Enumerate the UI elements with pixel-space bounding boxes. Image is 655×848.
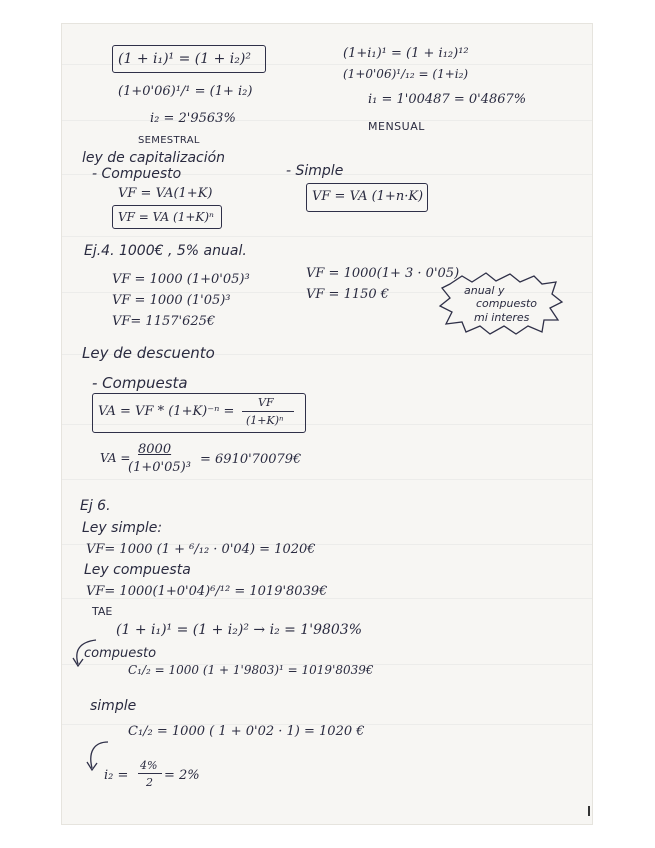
calc-left: VA = [100,451,131,465]
simple-label: - Simple [286,163,344,179]
compuesta-label: - Compuesta [92,374,188,392]
semestral-step-1: (1+0'06)¹/¹ = (1+ i₂) [118,84,253,99]
ej4-compuesto-result: VF= 1157'625€ [112,314,216,329]
simple-sub-label: simple [90,698,137,714]
ej4-compuesto-1: VF = 1000 (1+0'05)³ [112,272,250,287]
note-cloud [436,270,564,338]
ej4-simple-1: VF = 1000(1+ 3 · 0'05) [306,266,460,281]
equivalence-equation: (1 + i₁)¹ = (1 + i₂)² [118,51,251,67]
mensual-step-1: (1+0'06)¹/₁₂ = (1+i₂) [343,67,469,81]
descuento-title: Ley de descuento [82,344,215,362]
ej4-compuesto-2: VF = 1000 (1'05)³ [112,293,231,308]
mensual-equation: (1+i₁)¹ = (1 + i₁₂)¹² [343,46,469,61]
calc-num: 8000 [138,442,172,457]
mensual-result: i₁ = 1'00487 = 0'4867% [368,92,527,107]
compuesto-formula-2: VF = VA (1+K)ⁿ [118,210,214,224]
ley-compuesta-label: Ley compuesta [84,562,191,578]
cloud-line-3: mi interes [474,311,530,324]
simple-formula: VF = VA (1+n·K) [312,189,424,204]
ej4-header: Ej.4. 1000€ , 5% anual. [84,243,247,259]
page-edge-mark [588,806,590,816]
semestral-label: SEMESTRAL [138,135,200,146]
i2-left: i₂ = [104,768,129,783]
cloud-line-1: anual y [464,284,505,297]
tae-equation: (1 + i₁)¹ = (1 + i₂)² → i₂ = 1'9803% [116,622,362,638]
tae-label: TAE [92,605,113,618]
descuento-frac-bar [242,411,294,412]
compuesto-label: - Compuesto [92,166,182,182]
descuento-frac-num: VF [258,396,274,409]
ej6-header: Ej 6. [80,498,111,514]
ley-simple-calc: VF= 1000 (1 + ⁶/₁₂ · 0'04) = 1020€ [86,542,316,557]
ley-compuesta-calc: VF= 1000(1+0'04)⁶/¹² = 1019'8039€ [86,584,328,599]
calc-den: (1+0'05)³ [128,460,191,475]
compuesto-formula-1: VF = VA(1+K) [118,186,213,201]
ej4-simple-result: VF = 1150 € [306,287,390,302]
capitalizacion-title: ley de capitalización [82,150,226,166]
i2-den: 2 [146,776,153,789]
ley-simple-label: Ley simple: [82,520,163,536]
semestral-result: i₂ = 2'9563% [150,111,236,126]
calc-result: = 6910'70079€ [200,452,302,467]
i2-result: = 2% [164,768,200,783]
compuesto-sub-label: compuesto [84,646,157,661]
descuento-formula: VA = VF * (1+K)⁻ⁿ = [98,404,235,419]
i2-frac-bar [138,773,162,774]
mensual-label: MENSUAL [368,120,425,133]
simple-sub-eq: C₁/₂ = 1000 ( 1 + 0'02 · 1) = 1020 € [128,724,365,739]
cloud-line-2: compuesto [476,297,537,310]
descuento-frac-den: (1+K)ⁿ [246,414,284,427]
compuesto-sub-eq: C₁/₂ = 1000 (1 + 1'9803)¹ = 1019'8039€ [128,663,374,677]
i2-num: 4% [140,759,158,772]
